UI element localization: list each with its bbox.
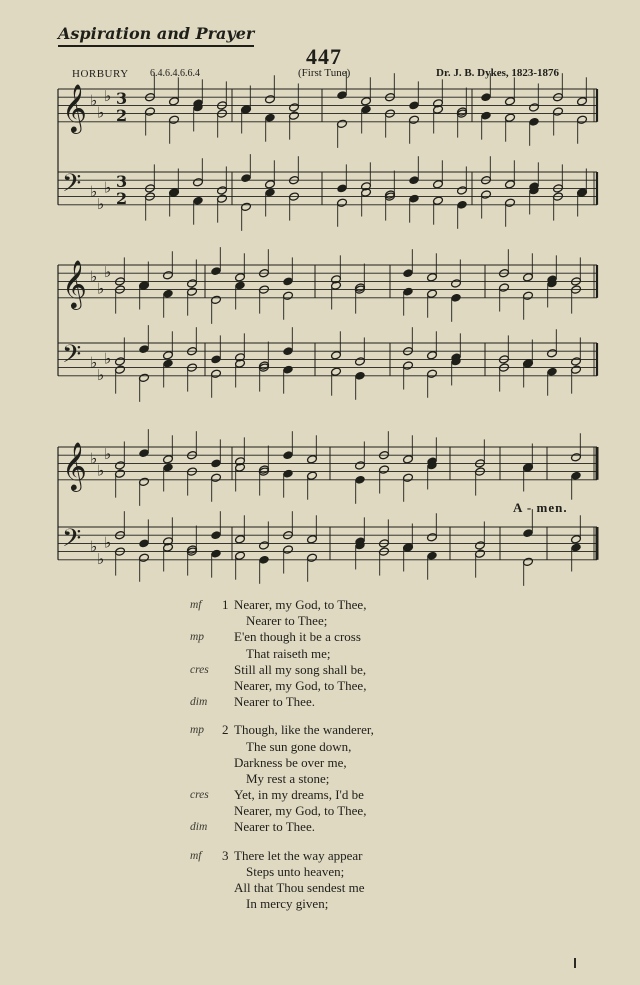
note-head	[409, 101, 420, 110]
note-head	[379, 465, 390, 474]
bass-clef: 𝄢	[62, 524, 82, 559]
note-head	[235, 551, 246, 560]
note-head	[433, 196, 444, 205]
note-head	[163, 359, 174, 368]
note-head	[241, 202, 252, 211]
note-head	[337, 119, 348, 128]
note-head	[211, 266, 222, 275]
note-head	[265, 95, 276, 104]
note-head	[235, 273, 246, 282]
lyric-text: That raiseth me;	[246, 645, 331, 661]
verse-number: 3	[222, 847, 229, 863]
note-head	[145, 107, 156, 116]
note-head	[403, 287, 414, 296]
verse-line	[190, 787, 610, 803]
lyric-text: Nearer, my God, to Thee,	[234, 597, 367, 612]
note-head	[211, 531, 222, 540]
verse-line	[190, 678, 610, 694]
time-signature-top: 3	[116, 172, 128, 191]
verse-line	[190, 739, 610, 755]
note-head	[139, 539, 150, 548]
verse-line	[190, 597, 610, 613]
note-head	[283, 545, 294, 554]
note-head	[187, 279, 198, 288]
note-head	[289, 111, 300, 120]
dynamic-marking: dim	[190, 696, 208, 709]
dynamic-marking: mf	[190, 599, 202, 611]
time-signature-top: 3	[116, 89, 128, 108]
note-head	[475, 541, 486, 550]
note-head	[115, 357, 126, 366]
note-head	[355, 371, 366, 380]
note-head	[403, 361, 414, 370]
flat-sign: ♭	[104, 87, 112, 106]
verse-line	[190, 864, 610, 880]
note-head	[427, 551, 438, 560]
note-head	[523, 528, 534, 537]
verse-line	[190, 803, 610, 819]
note-head	[289, 103, 300, 112]
note-head	[403, 473, 414, 482]
note-head	[409, 115, 420, 124]
verse-line	[190, 694, 610, 710]
lyric-text: There let the way appear	[234, 847, 363, 863]
lyric-text: Nearer to Thee.	[234, 694, 315, 710]
note-head	[571, 543, 582, 552]
note-head	[265, 180, 276, 189]
note-head	[547, 349, 558, 358]
note-head	[481, 93, 492, 102]
bass-clef: 𝄢	[62, 169, 82, 204]
verse-line	[190, 662, 610, 678]
note-head	[139, 553, 150, 562]
note-head	[427, 369, 438, 378]
verse-number: 1	[222, 597, 229, 612]
dynamic-marking: mf	[190, 849, 202, 862]
note-head	[331, 351, 342, 360]
note-head	[139, 448, 150, 457]
note-head	[211, 549, 222, 558]
dynamic-marking: cres	[190, 789, 209, 802]
note-head	[163, 463, 174, 472]
note-head	[169, 115, 180, 124]
lyric-text: Nearer, my God, to Thee,	[234, 677, 367, 693]
note-head	[307, 535, 318, 544]
lyric-text: Nearer to Thee;	[246, 613, 328, 629]
note-head	[571, 535, 582, 544]
note-head	[571, 471, 582, 480]
verse-line	[190, 629, 610, 645]
note-head	[235, 281, 246, 290]
note-head	[523, 291, 534, 300]
lyric-text: Nearer, my God, to Thee,	[234, 803, 367, 819]
note-head	[529, 103, 540, 112]
note-head	[265, 113, 276, 122]
page-mark	[574, 958, 576, 968]
tune-note: (First Tune)	[298, 67, 351, 79]
flat-sign: ♭	[90, 182, 98, 201]
flat-sign: ♭	[97, 461, 105, 480]
note-head	[361, 97, 372, 106]
verse-2	[190, 722, 610, 835]
note-head	[283, 469, 294, 478]
note-head	[241, 173, 252, 182]
lyric-text: Steps unto heaven;	[246, 863, 345, 879]
lyric-text: Still all my song shall be,	[234, 661, 367, 677]
flat-sign: ♭	[104, 178, 112, 197]
note-head	[283, 291, 294, 300]
note-head	[457, 186, 468, 195]
flat-sign: ♭	[104, 349, 112, 368]
note-head	[337, 90, 348, 99]
note-head	[193, 178, 204, 187]
verse-line	[190, 771, 610, 787]
verse-1	[190, 597, 610, 710]
note-head	[427, 533, 438, 542]
note-head	[481, 111, 492, 120]
note-head	[337, 184, 348, 193]
note-head	[211, 459, 222, 468]
note-head	[187, 287, 198, 296]
note-head	[337, 198, 348, 207]
verse-line	[190, 613, 610, 629]
note-head	[403, 269, 414, 278]
note-head	[235, 535, 246, 544]
flat-sign: ♭	[104, 263, 112, 282]
note-head	[475, 549, 486, 558]
flat-sign: ♭	[90, 91, 98, 110]
verse-number: 2	[222, 722, 229, 738]
treble-clef: 𝄞	[62, 83, 87, 132]
dynamic-marking: mp	[190, 631, 205, 644]
note-head	[403, 455, 414, 464]
note-head	[577, 97, 588, 106]
hymn-number: 447	[306, 44, 342, 69]
note-head	[211, 473, 222, 482]
verse-line	[190, 880, 610, 896]
treble-clef: 𝄞	[62, 441, 87, 490]
lyric-text: In mercy given;	[246, 896, 329, 912]
verse-3	[190, 848, 610, 913]
note-head	[427, 351, 438, 360]
flat-sign: ♭	[97, 279, 105, 298]
lyric-text: Nearer to Thee.	[234, 819, 315, 835]
note-head	[115, 365, 126, 374]
dynamic-marking: dim	[190, 821, 208, 834]
meter: 6.4.6.4.6.6.4	[150, 68, 200, 79]
verse-line	[190, 896, 610, 912]
note-head	[355, 475, 366, 484]
note-head	[217, 186, 228, 195]
dynamic-marking: mp	[190, 724, 205, 737]
lyric-text: All that Thou sendest me	[234, 880, 365, 895]
note-head	[307, 455, 318, 464]
note-head	[163, 289, 174, 298]
note-head	[361, 105, 372, 114]
note-head	[451, 293, 462, 302]
note-head	[409, 176, 420, 185]
verse-line	[190, 819, 610, 835]
note-head	[355, 357, 366, 366]
note-head	[427, 289, 438, 298]
note-head	[283, 277, 294, 286]
verse-line	[190, 646, 610, 662]
amen-lyric: A - men.	[513, 500, 568, 515]
note-head	[283, 451, 294, 460]
note-head	[427, 273, 438, 282]
lyric-text: My rest a stone;	[246, 770, 330, 786]
flat-sign: ♭	[97, 194, 105, 213]
section-title: Aspiration and Prayer	[58, 24, 254, 47]
note-head	[553, 107, 564, 116]
hymn-verses	[190, 597, 610, 924]
note-head	[481, 190, 492, 199]
note-head	[547, 367, 558, 376]
flat-sign: ♭	[90, 353, 98, 372]
note-head	[217, 194, 228, 203]
lyric-text: The sun gone down,	[246, 738, 352, 754]
note-head	[163, 271, 174, 280]
flat-sign: ♭	[97, 103, 105, 122]
note-head	[571, 365, 582, 374]
note-head	[505, 113, 516, 122]
note-head	[499, 283, 510, 292]
note-head	[259, 555, 270, 564]
note-head	[457, 200, 468, 209]
composer-credit: Dr. J. B. Dykes, 1823-1876	[436, 67, 560, 79]
lyric-text: Darkness be over me,	[234, 754, 347, 770]
flat-sign: ♭	[90, 267, 98, 286]
note-head	[169, 97, 180, 106]
treble-clef: 𝄞	[62, 259, 87, 308]
note-head	[283, 347, 294, 356]
note-head	[139, 344, 150, 353]
lyric-text: Yet, in my dreams, I'd be	[234, 787, 364, 803]
note-head	[577, 115, 588, 124]
note-head	[409, 194, 420, 203]
note-head	[505, 198, 516, 207]
note-head	[523, 557, 534, 566]
flat-sign: ♭	[97, 549, 105, 568]
flat-sign: ♭	[90, 537, 98, 556]
flat-sign: ♭	[104, 445, 112, 464]
note-head	[307, 471, 318, 480]
flat-sign: ♭	[90, 449, 98, 468]
tune-name: HORBURY	[72, 68, 129, 80]
verse-line	[190, 848, 610, 864]
note-head	[571, 357, 582, 366]
note-head	[163, 351, 174, 360]
lyric-text: E'en though it be a cross	[234, 629, 361, 645]
note-head	[211, 369, 222, 378]
note-head	[505, 180, 516, 189]
bass-clef: 𝄢	[62, 340, 82, 375]
note-head	[331, 367, 342, 376]
note-head	[523, 273, 534, 282]
note-head	[307, 553, 318, 562]
verse-line	[190, 722, 610, 738]
verse-line	[190, 755, 610, 771]
time-signature-bottom: 2	[116, 106, 128, 125]
time-signature-bottom: 2	[116, 189, 128, 208]
lyric-text: Though, like the wanderer,	[234, 722, 374, 738]
dynamic-marking: cres	[190, 663, 209, 676]
note-head	[283, 365, 294, 374]
note-head	[115, 469, 126, 478]
note-head	[211, 295, 222, 304]
flat-sign: ♭	[104, 533, 112, 552]
note-head	[433, 180, 444, 189]
note-head	[505, 97, 516, 106]
note-head	[571, 453, 582, 462]
note-head	[193, 196, 204, 205]
note-head	[163, 455, 174, 464]
flat-sign: ♭	[97, 365, 105, 384]
note-head	[355, 461, 366, 470]
note-head	[451, 279, 462, 288]
note-head	[259, 541, 270, 550]
note-head	[139, 477, 150, 486]
note-head	[529, 117, 540, 126]
note-head	[139, 373, 150, 382]
note-head	[265, 188, 276, 197]
note-head	[211, 355, 222, 364]
note-head	[115, 461, 126, 470]
